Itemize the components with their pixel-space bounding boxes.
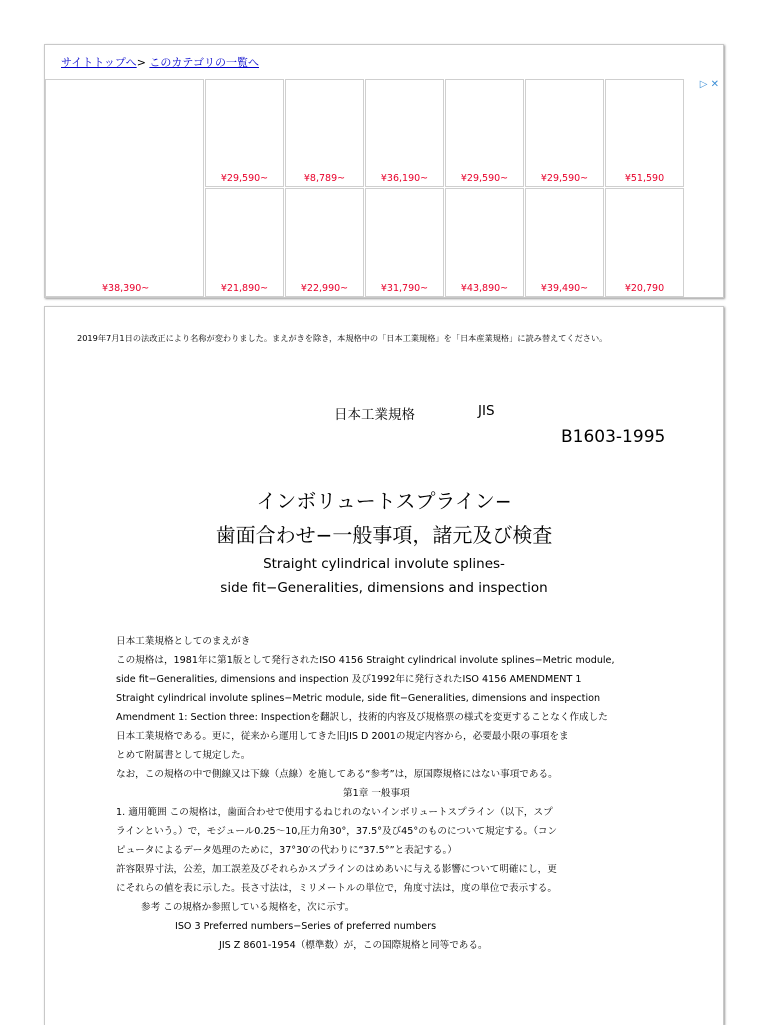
ad-product-tile[interactable] — [205, 79, 284, 187]
ad-price: ¥29,590~ — [460, 173, 509, 184]
ad-price: ¥38,390~ — [102, 283, 150, 294]
body-text-line: Straight cylindrical involute splines−Metric module, side fit−Generalities, dimensions and inspection — [116, 693, 601, 704]
standard-number: B1603-1995 — [561, 427, 666, 447]
title-japanese-line-1: インボリュートスプライン− — [256, 489, 512, 513]
ad-price: ¥29,590~ — [540, 173, 589, 184]
title-english-line-2: side fit−Generalities, dimensions and inspection — [220, 580, 548, 596]
ad-product-tile[interactable] — [525, 79, 604, 187]
ad-product-tile[interactable] — [365, 79, 444, 187]
ad-product-tile[interactable] — [285, 79, 364, 187]
ad-price: ¥36,190~ — [380, 173, 429, 184]
document-page — [44, 306, 724, 1025]
body-text-line: 日本工業規格である。更に，従来から運用してきた旧JIS D 2001の規定内容から，必要最小限の事項をま — [116, 731, 569, 742]
ad-product-tile[interactable] — [605, 79, 684, 187]
standard-name: 日本工業規格 — [334, 407, 415, 423]
ad-product-tile[interactable] — [285, 188, 364, 297]
body-text-line: なお，この規格の中で側線又は下線（点線）を施してある“参考”は，原国際規格にはない事項である。 — [116, 769, 558, 780]
chapter-heading: 第1章 一般事項 — [343, 788, 410, 799]
title-english-line-1: Straight cylindrical involute splines- — [263, 556, 505, 572]
foreword-heading: 日本工業規格としてのまえがき — [116, 636, 251, 647]
ad-price: ¥39,490~ — [540, 283, 589, 294]
ad-price: ¥29,590~ — [220, 173, 269, 184]
ad-product-tile[interactable] — [45, 79, 204, 297]
ad-product-tile[interactable] — [445, 79, 524, 187]
body-text-line: 許容限界寸法，公差，加工誤差及びそれらかスプラインのはめあいに与える影響について明確にし，更 — [116, 864, 557, 875]
ad-product-tile[interactable] — [365, 188, 444, 297]
body-text-line: ピュータによるデータ処理のために，37°30′の代わりに“37.5°”と表記する。） — [116, 845, 457, 856]
rename-notice: 2019年7月1日の法改正により名称が変わりました。まえがきを除き，本規格中の「日本工業規格」を「日本産業規格」に読み替えてください。 — [77, 333, 608, 343]
ad-product-tile[interactable] — [605, 188, 684, 297]
reference-item: JIS Z 8601-1954（標準数）が，この国際規格と同等である。 — [219, 940, 488, 951]
ad-price: ¥43,890~ — [460, 283, 509, 294]
body-text-line: にそれらの値を表に示した。長さ寸法は，ミリメートルの単位で，角度寸法は，度の単位で表示する。 — [116, 883, 557, 894]
title-japanese-line-2: 歯面合わせ−一般事項，諸元及び検査 — [215, 523, 553, 547]
ad-price: ¥8,789~ — [303, 173, 346, 184]
site-top-link[interactable]: サイトトップへ — [61, 56, 137, 69]
breadcrumb-separator: > — [136, 56, 146, 69]
ad-price: ¥51,590 — [624, 173, 665, 184]
body-text-line: ラインという。）で，モジュール0.25～10,圧力角30°，37.5°及び45°のものについて規定する。（コン — [116, 826, 558, 837]
ad-box — [44, 44, 724, 298]
ad-product-tile[interactable] — [205, 188, 284, 297]
ad-price: ¥20,790 — [624, 283, 665, 294]
ad-price: ¥31,790~ — [380, 283, 429, 294]
ad-price: ¥22,990~ — [300, 283, 349, 294]
body-text-line: side fit−Generalities, dimensions and inspection 及び1992年に発行されたISO 4156 AMENDMENT 1 — [116, 674, 582, 685]
reference-note: 参考 この規格か参照している規格を，次に示す。 — [141, 902, 355, 913]
standard-jis-label: JIS — [478, 403, 495, 419]
reference-item: ISO 3 Preferred numbers−Series of preferred numbers — [175, 921, 437, 932]
ad-product-tile[interactable] — [445, 188, 524, 297]
body-text-line: この規格は，1981年に第1版として発行されたISO 4156 Straight cylindrical involute splines−Metric module, — [116, 655, 615, 666]
ad-price: ¥21,890~ — [220, 283, 269, 294]
ad-product-tile[interactable] — [525, 188, 604, 297]
body-text-line: 1. 適用範囲 この規格は，歯面合わせで使用するねじれのないインボリュートスプライン（以下，スプ — [116, 807, 553, 818]
body-text-line: Amendment 1: Section three: Inspectionを翻訳し，技術的内容及び規格票の様式を変更することなく作成した — [116, 712, 608, 723]
category-list-link[interactable]: このカテゴリの一覧へ — [149, 56, 259, 69]
ad-choices-close-icon[interactable]: ▷ ✕ — [699, 79, 719, 90]
body-text-line: とめて附属書として規定した。 — [116, 750, 251, 761]
breadcrumb — [61, 54, 259, 70]
